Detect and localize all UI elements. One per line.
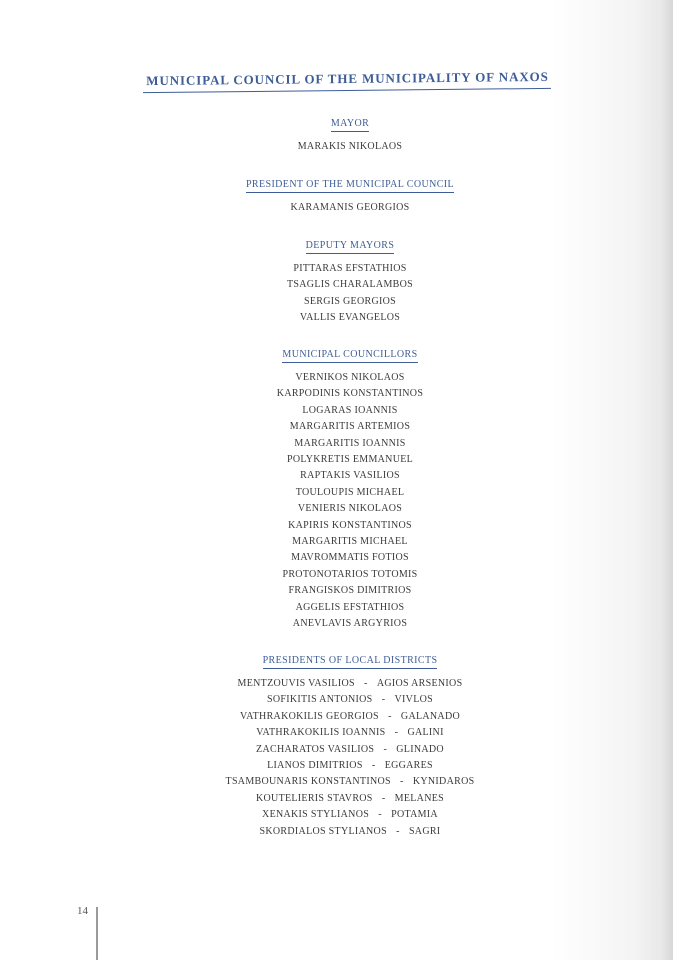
councillors-heading: MUNICIPAL COUNCILLORS (282, 349, 417, 363)
mayor-list (0, 139, 673, 155)
councillor-name: KAPIRIS KONSTANTINOS (288, 519, 412, 531)
councillor-name: MAVROMMATIS FOTIOS (291, 552, 409, 564)
title-underline (143, 88, 551, 93)
deputy-mayors-heading: DEPUTY MAYORS (306, 240, 395, 254)
local-districts-list (0, 676, 673, 840)
district-separator: - (381, 694, 386, 706)
councillors-section (0, 344, 673, 633)
president-list (0, 200, 673, 216)
local-districts-heading: PRESIDENTS OF LOCAL DISTRICTS (263, 655, 438, 669)
councillor-name: AGGELIS EFSTATHIOS (295, 601, 405, 613)
district-president-row (0, 824, 673, 840)
page-number: 14 (77, 905, 88, 917)
page-number-bar (96, 907, 98, 960)
district-president-name: TSAMBOUNARIS KONSTANTINOS (225, 776, 391, 788)
councillor-name: FRANGISKOS DIMITRIOS (288, 585, 412, 597)
district-president-row (0, 692, 673, 708)
councillor-name: KARPODINIS KONSTANTINOS (276, 388, 424, 400)
mayor-heading: MAYOR (331, 118, 369, 132)
councillor-name: VERNIKOS NIKOLAOS (295, 372, 405, 383)
district-name: GLINADO (396, 743, 444, 755)
district-president-name: ZACHARATOS VASILIOS (256, 743, 375, 755)
mayor-name: MARAKIS NIKOLAOS (297, 141, 403, 152)
district-name: GALINI (407, 727, 444, 739)
district-president-name: MENTZOUVIS VASILIOS (237, 678, 355, 689)
district-separator: - (378, 809, 382, 821)
councillor-name: LOGARAS IOANNIS (302, 404, 398, 416)
district-president-name: SKORDIALOS STYLIANOS (259, 825, 387, 837)
district-name: POTAMIA (391, 809, 438, 821)
councillor-name: MARGARITIS IOANNIS (294, 437, 406, 449)
district-name: MELANES (394, 792, 444, 804)
deputy-mayor-name: SERGIS GEORGIOS (303, 295, 396, 307)
president-section (0, 174, 673, 216)
deputy-mayors-section (0, 235, 673, 327)
deputy-mayors-list (0, 261, 673, 327)
district-president-row (0, 725, 673, 741)
district-president-name: VATHRAKOKILIS IOANNIS (256, 727, 386, 739)
district-name: KYNIDAROS (412, 776, 475, 788)
councillor-name: PROTONOTARIOS TOTOMIS (282, 568, 418, 580)
district-president-name: VATHRAKOKILIS GEORGIOS (240, 710, 379, 722)
district-president-row (0, 791, 673, 807)
district-president-row (0, 758, 673, 774)
district-name: EGGARES (384, 760, 433, 772)
district-separator: - (396, 825, 400, 837)
district-president-row (0, 742, 673, 758)
district-separator: - (383, 743, 388, 755)
president-name: KARAMANIS GEORGIOS (290, 202, 410, 213)
district-name: GALANADO (400, 710, 460, 722)
district-name: VIVLOS (394, 694, 433, 706)
councillor-name: RAPTAKIS VASILIOS (300, 470, 400, 482)
district-separator: - (394, 727, 399, 739)
deputy-mayor-name: TSAGLIS CHARALAMBOS (287, 279, 413, 291)
councillors-list (0, 370, 673, 633)
district-name: SAGRI (408, 825, 441, 837)
councillor-name: POLYKRETIS EMMANUEL (286, 454, 414, 466)
district-separator: - (371, 760, 376, 772)
president-heading: PRESIDENT OF THE MUNICIPAL COUNCIL (246, 179, 454, 193)
councillor-name: VENIERIS NIKOLAOS (297, 503, 403, 515)
district-separator: - (381, 792, 386, 804)
district-separator: - (364, 678, 368, 689)
councillor-name: TOULOUPIS MICHAEL (295, 486, 405, 498)
deputy-mayor-name: PITTARAS EFSTATHIOS (293, 263, 407, 274)
councillor-name: MARGARITIS MICHAEL (292, 536, 408, 548)
district-president-row (0, 709, 673, 725)
district-president-name: SOFIKITIS ANTONIOS (267, 694, 373, 706)
document-title: MUNICIPAL COUNCIL OF THE MUNICIPALITY OF NAXOS (146, 68, 549, 89)
district-president-name: KOUTELIERIS STAVROS (256, 792, 373, 804)
mayor-section (0, 113, 673, 155)
councillor-name: MARGARITIS ARTEMIOS (289, 421, 411, 433)
district-president-row (0, 676, 673, 692)
page-crease-shadow (661, 0, 673, 960)
local-districts-section (0, 650, 673, 840)
district-president-row (0, 807, 673, 823)
district-separator: - (400, 776, 404, 788)
district-president-name: XENAKIS STYLIANOS (262, 809, 370, 821)
district-president-row (0, 774, 673, 790)
councillor-name: ANEVLAVIS ARGYRIOS (292, 618, 408, 630)
district-name: AGIOS ARSENIOS (376, 678, 463, 689)
district-president-name: LIANOS DIMITRIOS (267, 760, 363, 772)
district-separator: - (388, 710, 392, 722)
deputy-mayor-name: VALLIS EVANGELOS (299, 312, 401, 324)
